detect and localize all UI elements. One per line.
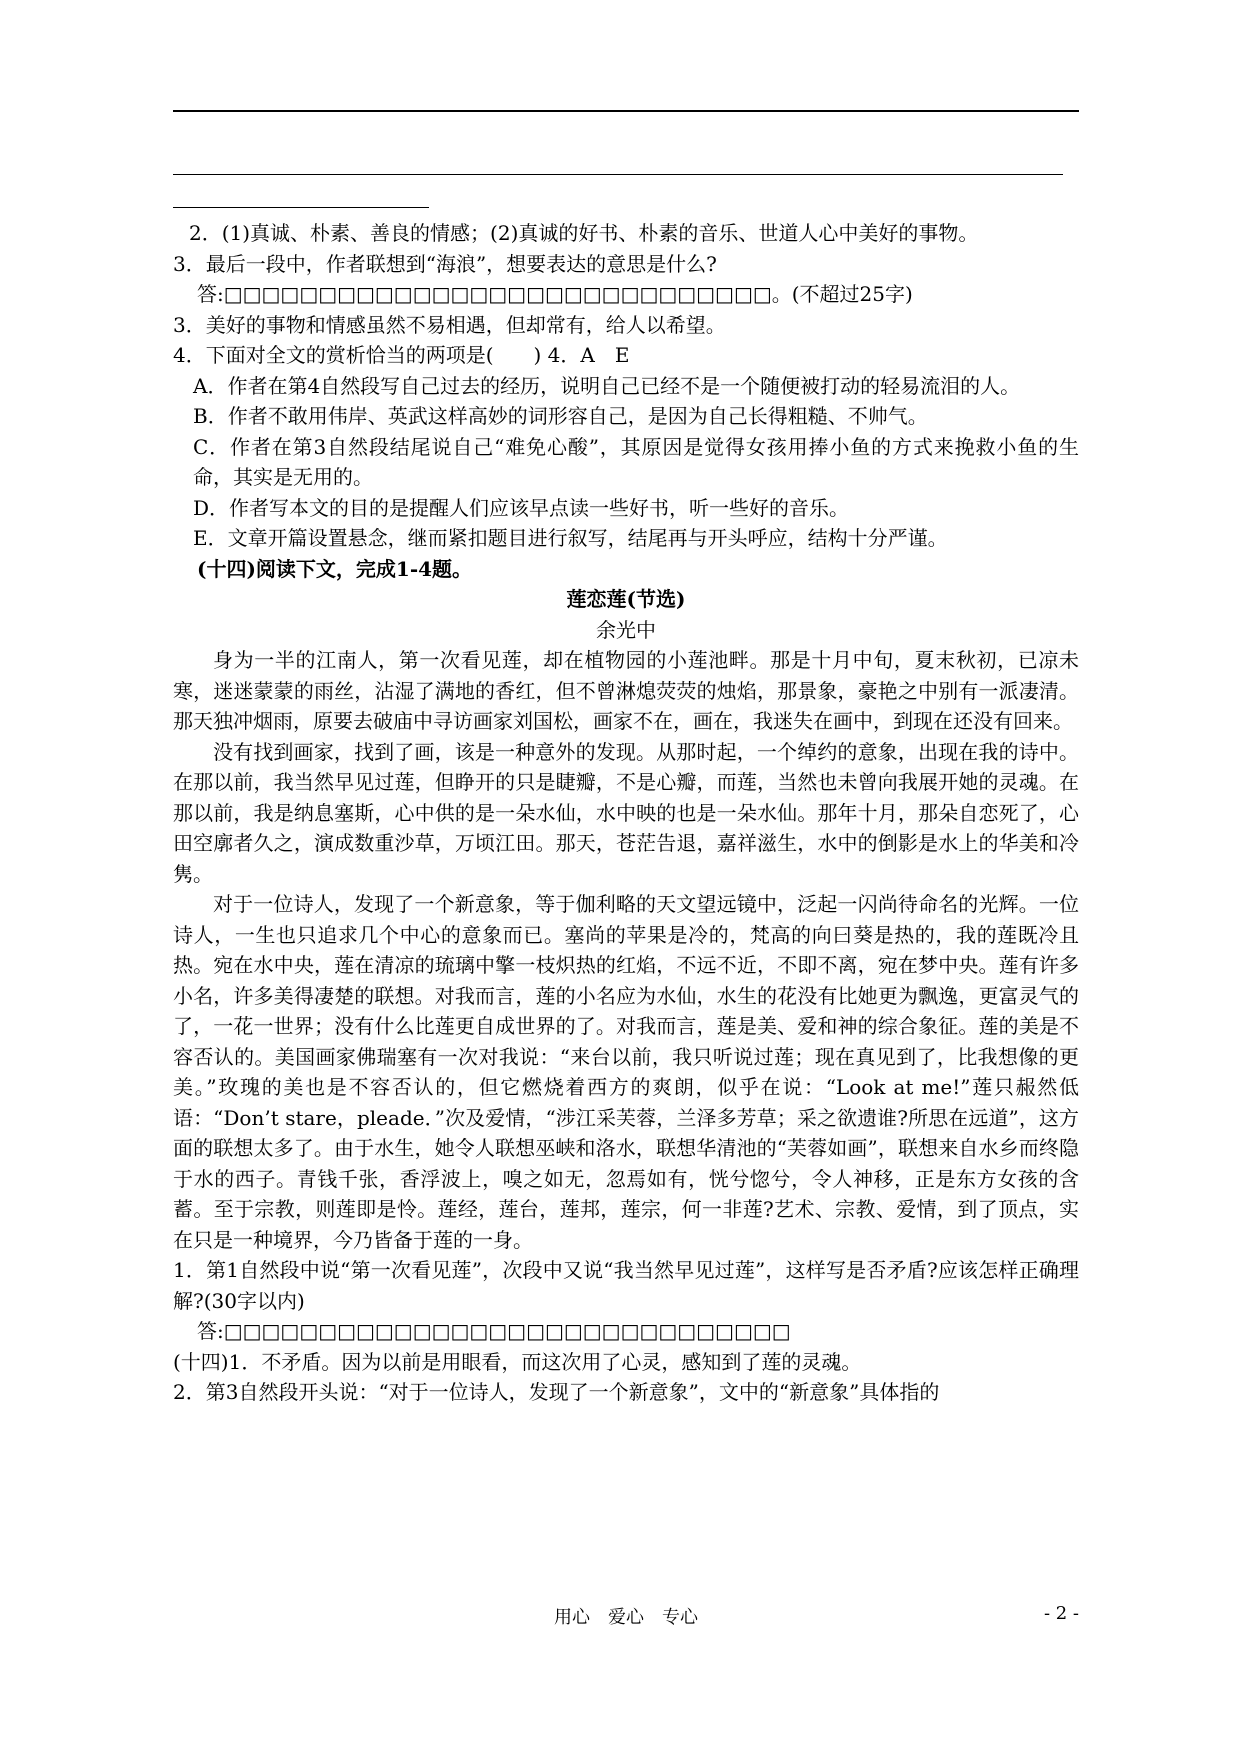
article-paragraph-1: 身为一半的江南人，第一次看见莲，却在植物园的小莲池畔。那是十月中旬，夏末秋初，已凉未寒，迷迷蒙蒙的雨丝，沾湿了满地的香红，但不曾淋熄荧荧的烛焰，那景象，豪艳之中别有一派凄清。那天独冲烟雨，原要去破庙中寻访画家刘国松，画家不在，画在，我迷失在画中，到现在还没有回来。: [173, 648, 1079, 733]
answer-blank-line: 答:□□□□□□□□□□□□□□□□□□□□□□□□□□□□□。(不超过25字): [197, 282, 913, 306]
page-content: [173, 218, 1079, 1408]
answer-rule: [173, 174, 1063, 175]
question-1-answer: (十四)1．不矛盾。因为以前是用眼看，而这次用了心灵，感知到了莲的灵魂。: [173, 1349, 862, 1374]
option-e: E．文章开篇设置悬念，继而紧扣题目进行叙写，结尾再与开头呼应，结构十分严谨。: [193, 526, 948, 550]
question-line: 4．下面对全文的赏析恰当的两项是( ) 4．A E: [173, 343, 630, 367]
short-rule: [173, 207, 429, 208]
answer-line: 3．美好的事物和情感虽然不易相遇，但却常有，给人以希望。: [173, 312, 726, 337]
section-heading: (十四)阅读下文，完成1-4题。: [197, 556, 473, 581]
page-number: - 2 -: [1043, 1603, 1079, 1624]
article-title: 莲恋莲(节选): [566, 587, 686, 611]
top-rule: [173, 110, 1079, 112]
footer-motto: 用心 爱心 专心: [554, 1607, 698, 1628]
answer-line: 2．(1)真诚、朴素、善良的情感；(2)真诚的好书、朴素的音乐、世道人心中美好的事物。: [189, 221, 979, 245]
question-2: 2．第3自然段开头说：“对于一位诗人，发现了一个新意象”，文中的“新意象”具体指的: [173, 1380, 940, 1404]
option-d: D．作者写本文的目的是提醒人们应该早点读一些好书，听一些好的音乐。: [193, 495, 850, 520]
option-b: B．作者不敢用伟岸、英武这样高妙的词形容自己，是因为自己长得粗糙、不帅气。: [193, 404, 928, 428]
question-line: 3．最后一段中，作者联想到“海浪”，想要表达的意思是什么?: [173, 251, 717, 276]
question-1-answer-blank: 答:□□□□□□□□□□□□□□□□□□□□□□□□□□□□□□: [197, 1319, 791, 1343]
option-a: A．作者在第4自然段写自己过去的经历，说明自己已经不是一个随便被打动的轻易流泪的人。: [193, 373, 1021, 398]
article-author: 余光中: [596, 617, 656, 642]
article-paragraph-2: 没有找到画家，找到了画，该是一种意外的发现。从那时起，一个绰约的意象，出现在我的诗中。在那以前，我当然早见过莲，但睁开的只是睫瓣，不是心瓣，而莲，当然也未曾向我展开她的灵魂。在那以前，我是纳息塞斯，心中供的是一朵水仙，水中映的也是一朵水仙。那年十月，那朵自恋死了，心田空廓者久之，演成数重沙草，万顷江田。那天，苍茫告退，嘉祥滋生，水中的倒影是水上的华美和冷隽。: [173, 739, 1079, 886]
question-1: 1．第1自然段中说“第一次看见莲”，次段中又说“我当然早见过莲”，这样写是否矛盾?应该怎样正确理解?(30字以内): [173, 1258, 1079, 1313]
option-c: C．作者在第3自然段结尾说自己“难免心酸”，其原因是觉得女孩用捧小鱼的方式来挽救小鱼的生命，其实是无用的。: [193, 434, 1079, 489]
article-paragraph-3: 对于一位诗人，发现了一个新意象，等于伽利略的天文望远镜中，泛起一闪尚待命名的光辉。一位诗人，一生也只追求几个中心的意象而已。塞尚的苹果是冷的，梵高的向曰葵是热的，我的莲既冷且热。宛在水中央，莲在清凉的琉璃中擎一枝炽热的红焰，不远不近，不即不离，宛在梦中央。莲有许多小名，许多美得凄楚的联想。对我而言，莲的小名应为水仙，水生的花没有比她更为飘逸，更富灵气的了，一花一世界；没有什么比莲更自成世界的了。对我而言，莲是美、爱和神的综合象征。莲的美是不容否认的。美国画家佛瑞塞有一次对我说：“来台以前，我只听说过莲；现在真见到了，比我想像的更美。”玫瑰的美也是不容否认的，但它燃烧着西方的爽朗，似乎在说：“Look at me!”莲只赧然低语：“Don’t stare，pleade．”次及爱情，“涉江采芙蓉，兰泽多芳草；采之欲遗谁?所思在远道”，这方面的联想太多了。由于水生，她令人联想巫峡和洛水，联想华清池的“芙蓉如画”，联想来自水乡而终隐于水的西子。青钱千张，香浮波上，嗅之如无，忽焉如有，恍兮惚兮，令人神移，正是东方女孩的含蓄。至于宗教，则莲即是怜。莲经，莲台，莲邦，莲宗，何一非莲?艺术、宗教、爱情，到了顶点，实在只是一种境界，今乃皆备于莲的一身。: [173, 892, 1079, 1252]
